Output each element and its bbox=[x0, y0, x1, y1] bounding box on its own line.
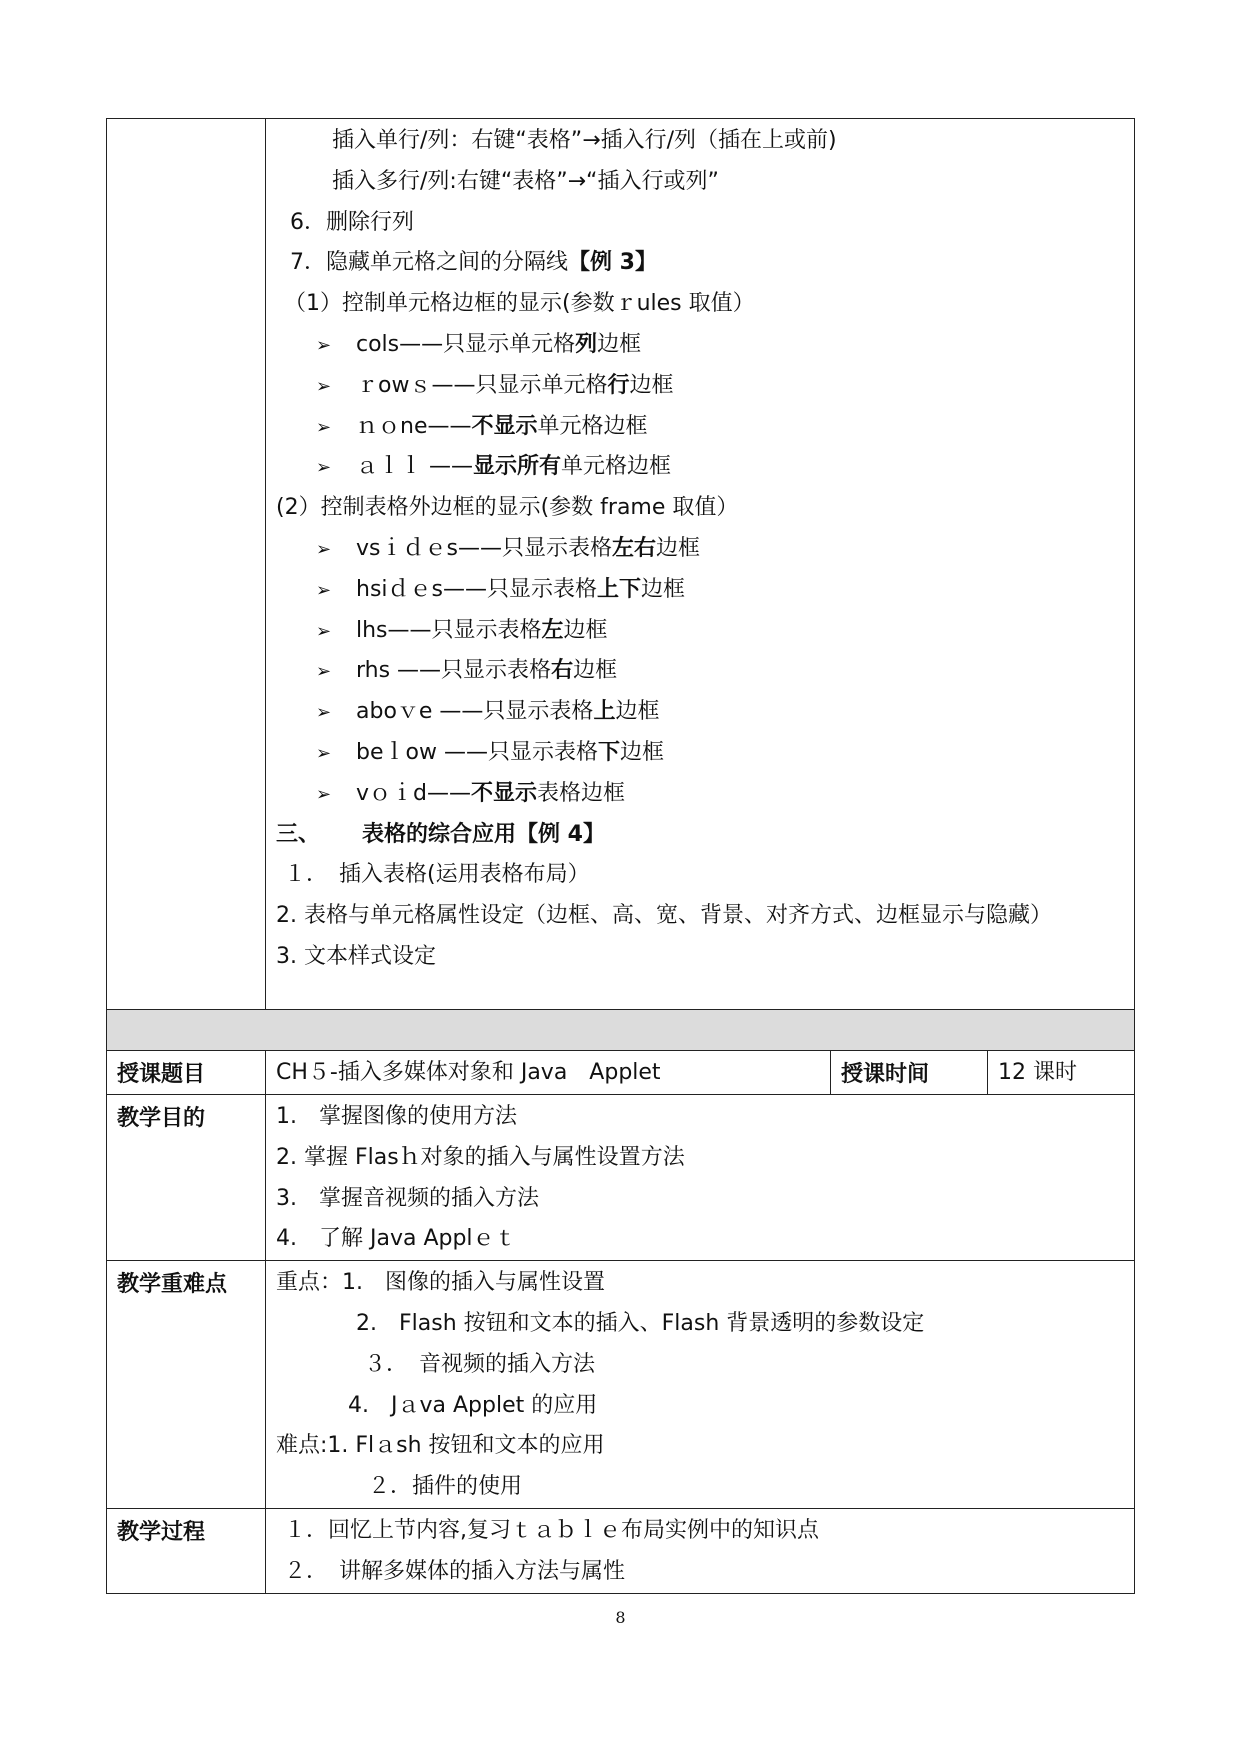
rules-option-item bbox=[276, 447, 1124, 488]
bullet-pre: hsiｄｅs——只显示表格 bbox=[356, 576, 597, 602]
continuation-label-cell bbox=[107, 119, 266, 1010]
bullet-pre: ｒowｓ——只显示单元格 bbox=[356, 372, 608, 398]
bullet-bold: 右 bbox=[551, 658, 574, 684]
keypoint-line: 难点:1. Flａsh 按钮和文本的应用 bbox=[276, 1433, 605, 1459]
frame-option-item bbox=[276, 733, 1124, 774]
page-number: 8 bbox=[615, 1608, 626, 1627]
process-step: １．回忆上节内容,复习ｔａｂｌｅ布局实例中的知识点 bbox=[284, 1517, 819, 1543]
rules-option-item bbox=[276, 366, 1124, 407]
course-title-row bbox=[107, 1051, 1135, 1095]
frame-option-item bbox=[276, 570, 1124, 611]
bullet-post: 边框 bbox=[629, 372, 674, 398]
process-step: ２． 讲解多媒体的插入方法与属性 bbox=[284, 1558, 626, 1584]
arrow-bullet-icon: ➢ bbox=[316, 702, 332, 724]
bullet-pre: rhs ——只显示表格 bbox=[356, 658, 552, 684]
arrow-bullet-icon: ➢ bbox=[316, 783, 332, 805]
arrow-bullet-icon: ➢ bbox=[316, 334, 332, 356]
keypoint-line: ２．插件的使用 bbox=[368, 1474, 523, 1500]
section-3-heading bbox=[276, 815, 1124, 856]
arrow-bullet-icon: ➢ bbox=[316, 742, 332, 764]
bullet-post: 边框 bbox=[563, 617, 608, 643]
goals-label: 教学目的 bbox=[107, 1095, 266, 1261]
bullet-pre: aboｖe ——只显示表格 bbox=[356, 699, 594, 725]
bullet-bold: 上 bbox=[593, 699, 616, 725]
bullet-post: 单元格边框 bbox=[537, 413, 648, 439]
bullet-pre: ｎｏne—— bbox=[356, 413, 472, 439]
arrow-bullet-icon: ➢ bbox=[316, 620, 332, 642]
continuation-line: 插入多行/列:右键“表格”→“插入行或列” bbox=[332, 168, 719, 194]
separator-cell bbox=[107, 1010, 1135, 1051]
bullet-post: 边框 bbox=[615, 699, 660, 725]
arrow-bullet-icon: ➢ bbox=[316, 579, 332, 601]
bullet-post: 单元格边框 bbox=[561, 454, 672, 480]
course-time-value: 12 课时 bbox=[998, 1060, 1077, 1086]
continuation-line: （1）控制单元格边框的显示(参数ｒules 取值） bbox=[284, 291, 755, 317]
continuation-line: 插入单行/列：右键“表格”→插入行/列（插在上或前) bbox=[332, 128, 837, 153]
continuation-content-cell bbox=[266, 119, 1135, 1010]
course-title-value: CH５-插入多媒体对象和 Java Applet bbox=[276, 1060, 661, 1086]
section-3-line: 3. 文本样式设定 bbox=[276, 943, 436, 969]
bullet-post: 边框 bbox=[573, 658, 618, 684]
goal-item: 4. 了解 Java Applｅｔ bbox=[276, 1226, 517, 1252]
arrow-bullet-icon: ➢ bbox=[316, 457, 332, 479]
course-time-label: 授课时间 bbox=[831, 1051, 988, 1095]
keypoint-line: 2. Flash 按钮和文本的插入、Flash 背景透明的参数设定 bbox=[356, 1310, 925, 1336]
keypoint-line: 4. Jａva Applet 的应用 bbox=[348, 1392, 598, 1418]
bullet-bold: 显示所有 bbox=[473, 454, 562, 480]
process-cell bbox=[266, 1508, 1135, 1593]
frame-option-item bbox=[276, 529, 1124, 570]
bullet-pre: vｏｉd—— bbox=[356, 780, 471, 806]
goal-item: 2. 掌握 Flasｈ对象的插入与属性设置方法 bbox=[276, 1144, 685, 1170]
bullet-bold: 下 bbox=[597, 739, 620, 765]
frame-option-item bbox=[276, 692, 1124, 733]
goals-cell bbox=[266, 1095, 1135, 1261]
rules-option-item bbox=[276, 325, 1124, 366]
continuation-row bbox=[107, 119, 1135, 1010]
bullet-pre: vsｉｄｅs——只显示表格 bbox=[356, 535, 612, 561]
keypoint-line: 重点：1. 图像的插入与属性设置 bbox=[276, 1270, 605, 1296]
bullet-post: 表格边框 bbox=[537, 780, 626, 806]
section-3-line: １． 插入表格(运用表格布局） bbox=[284, 862, 590, 888]
lesson-plan-table bbox=[106, 118, 1135, 1594]
arrow-bullet-icon: ➢ bbox=[316, 416, 332, 438]
bullet-bold: 左 bbox=[541, 617, 564, 643]
bullet-pre: beｌow ——只显示表格 bbox=[356, 739, 598, 765]
keypoints-label: 教学重难点 bbox=[107, 1261, 266, 1509]
continuation-line: 6．删除行列 bbox=[290, 209, 414, 235]
section-3-line: 2. 表格与单元格属性设定（边框、高、宽、背景、对齐方式、边框显示与隐藏） bbox=[276, 903, 1052, 929]
arrow-bullet-icon: ➢ bbox=[316, 375, 332, 397]
process-row bbox=[107, 1508, 1135, 1593]
separator-row bbox=[107, 1010, 1135, 1051]
frame-heading: (2）控制表格外边框的显示(参数 frame 取值） bbox=[276, 495, 739, 521]
continuation-line: 7．隐藏单元格之间的分隔线【例 3】 bbox=[290, 250, 657, 276]
bullet-pre: cols——只显示单元格 bbox=[356, 331, 576, 357]
bullet-bold: 行 bbox=[607, 372, 630, 398]
section-3-number: 三、 bbox=[276, 821, 321, 847]
rules-option-item bbox=[276, 407, 1124, 448]
bullet-bold: 不显示 bbox=[471, 413, 538, 439]
bullet-post: 边框 bbox=[597, 331, 642, 357]
arrow-bullet-icon: ➢ bbox=[316, 661, 332, 683]
bullet-bold: 不显示 bbox=[471, 780, 538, 806]
bullet-post: 边框 bbox=[641, 576, 686, 602]
bullet-post: 边框 bbox=[619, 739, 664, 765]
goal-item: 1. 掌握图像的使用方法 bbox=[276, 1104, 517, 1129]
frame-option-item bbox=[276, 774, 1124, 815]
bullet-post: 边框 bbox=[655, 535, 700, 561]
keypoints-row bbox=[107, 1261, 1135, 1509]
section-3-title: 表格的综合应用【例 4】 bbox=[362, 821, 605, 847]
keypoints-cell bbox=[266, 1261, 1135, 1509]
arrow-bullet-icon: ➢ bbox=[316, 538, 332, 560]
goal-item: 3. 掌握音视频的插入方法 bbox=[276, 1185, 539, 1211]
course-title-label: 授课题目 bbox=[107, 1051, 266, 1095]
bullet-bold: 列 bbox=[575, 331, 598, 357]
goals-row bbox=[107, 1095, 1135, 1261]
bullet-pre: ａｌｌ —— bbox=[356, 454, 473, 480]
keypoint-line: ３． 音视频的插入方法 bbox=[364, 1351, 596, 1377]
frame-option-item bbox=[276, 611, 1124, 652]
bullet-bold: 左右 bbox=[611, 535, 656, 561]
frame-option-item bbox=[276, 651, 1124, 692]
process-label: 教学过程 bbox=[107, 1508, 266, 1593]
bullet-bold: 上下 bbox=[596, 576, 641, 602]
bullet-pre: lhs——只显示表格 bbox=[356, 617, 542, 643]
